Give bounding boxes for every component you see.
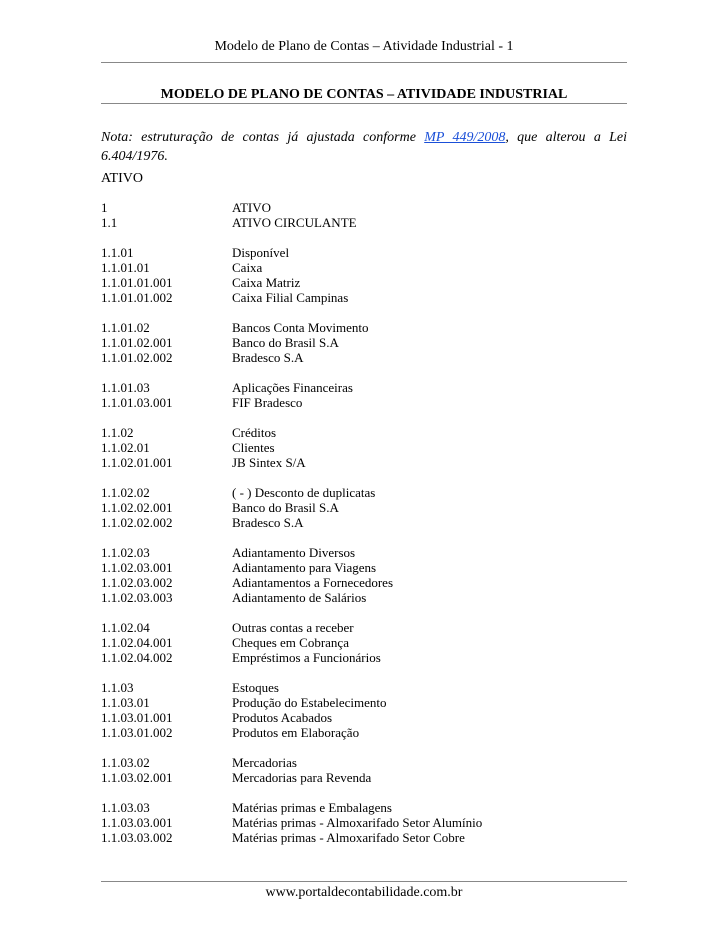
account-row xyxy=(101,590,627,605)
account-name: Produtos Acabados xyxy=(232,710,333,725)
account-name: Banco do Brasil S.A xyxy=(232,500,339,515)
account-code: 1.1 xyxy=(101,215,118,230)
account-code: 1.1.01.01.002 xyxy=(101,290,173,305)
account-group xyxy=(101,485,627,530)
account-code: 1.1.02.01.001 xyxy=(101,455,173,470)
account-name: Adiantamento de Salários xyxy=(232,590,367,605)
account-group xyxy=(101,425,627,470)
account-code: 1.1.02.03.003 xyxy=(101,590,173,605)
account-code: 1.1.03.01 xyxy=(101,695,150,710)
account-row xyxy=(101,620,627,635)
title-divider xyxy=(101,103,627,104)
account-row xyxy=(101,680,627,695)
account-row xyxy=(101,320,627,335)
account-group xyxy=(101,800,627,845)
account-row xyxy=(101,695,627,710)
account-row xyxy=(101,500,627,515)
account-group xyxy=(101,545,627,605)
account-row xyxy=(101,800,627,815)
account-name: Estoques xyxy=(232,680,279,695)
account-row xyxy=(101,635,627,650)
account-name: Mercadorias xyxy=(232,755,297,770)
account-code: 1.1.03.02.001 xyxy=(101,770,173,785)
account-code: 1.1.02.04.001 xyxy=(101,635,173,650)
account-group xyxy=(101,200,627,230)
account-row xyxy=(101,815,627,830)
account-group xyxy=(101,320,627,365)
account-code: 1.1.02.01 xyxy=(101,440,150,455)
account-code: 1.1.02.04 xyxy=(101,620,150,635)
account-row xyxy=(101,275,627,290)
account-group xyxy=(101,380,627,410)
account-name: Matérias primas - Almoxarifado Setor Cobre xyxy=(232,830,465,845)
account-code: 1.1.02 xyxy=(101,425,134,440)
account-row xyxy=(101,335,627,350)
account-name: Clientes xyxy=(232,440,275,455)
account-code: 1.1.02.02.002 xyxy=(101,515,173,530)
account-row xyxy=(101,260,627,275)
account-row xyxy=(101,290,627,305)
account-name: FIF Bradesco xyxy=(232,395,303,410)
account-name: Adiantamentos a Fornecedores xyxy=(232,575,394,590)
account-code: 1.1.01 xyxy=(101,245,134,260)
account-name: Banco do Brasil S.A xyxy=(232,335,339,350)
account-code: 1.1.03.01.001 xyxy=(101,710,173,725)
account-group xyxy=(101,245,627,305)
account-code: 1.1.02.04.002 xyxy=(101,650,173,665)
account-group xyxy=(101,755,627,785)
document-title: MODELO DE PLANO DE CONTAS – ATIVIDADE INDUSTRIAL xyxy=(160,87,568,102)
account-name: Outras contas a receber xyxy=(232,620,354,635)
account-code: 1.1.01.03.001 xyxy=(101,395,173,410)
account-name: Produtos em Elaboração xyxy=(232,725,360,740)
account-row xyxy=(101,575,627,590)
account-row xyxy=(101,830,627,845)
account-code: 1.1.02.02.001 xyxy=(101,500,173,515)
account-name: Produção do Estabelecimento xyxy=(232,695,387,710)
account-row xyxy=(101,710,627,725)
accounts-list xyxy=(101,200,627,860)
account-code: 1.1.03.01.002 xyxy=(101,725,173,740)
account-name: Matérias primas - Almoxarifado Setor Alumínio xyxy=(232,815,483,830)
account-code: 1.1.01.02.002 xyxy=(101,350,173,365)
account-code: 1 xyxy=(101,200,108,215)
account-name: Bradesco S.A xyxy=(232,515,304,530)
account-name: Disponível xyxy=(232,245,290,260)
account-row xyxy=(101,455,627,470)
account-code: 1.1.02.03 xyxy=(101,545,150,560)
account-row xyxy=(101,515,627,530)
account-row xyxy=(101,755,627,770)
account-code: 1.1.03.03.002 xyxy=(101,830,173,845)
footer-divider xyxy=(101,881,627,882)
account-row xyxy=(101,650,627,665)
account-group xyxy=(101,680,627,740)
account-name: Mercadorias para Revenda xyxy=(232,770,372,785)
account-name: Bancos Conta Movimento xyxy=(232,320,369,335)
account-name: ATIVO xyxy=(232,200,271,215)
note-suffix: , que alterou a Lei 6.404/1976. xyxy=(101,130,628,164)
account-name: Adiantamento Diversos xyxy=(232,545,356,560)
account-group xyxy=(101,620,627,665)
account-row xyxy=(101,485,627,500)
section-heading-ativo: ATIVO xyxy=(101,171,143,186)
account-name: Caixa Matriz xyxy=(232,275,301,290)
account-row xyxy=(101,440,627,455)
account-code: 1.1.03.03 xyxy=(101,800,150,815)
account-row xyxy=(101,770,627,785)
account-row xyxy=(101,425,627,440)
account-name: Matérias primas e Embalagens xyxy=(232,800,392,815)
account-row xyxy=(101,395,627,410)
account-row xyxy=(101,545,627,560)
note-paragraph xyxy=(101,128,627,166)
account-row xyxy=(101,200,627,215)
account-name: Caixa xyxy=(232,260,263,275)
account-code: 1.1.02.03.001 xyxy=(101,560,173,575)
account-name: Aplicações Financeiras xyxy=(232,380,353,395)
account-code: 1.1.01.01.001 xyxy=(101,275,173,290)
account-name: Empréstimos a Funcionários xyxy=(232,650,381,665)
account-code: 1.1.01.02 xyxy=(101,320,150,335)
account-code: 1.1.02.03.002 xyxy=(101,575,173,590)
account-row xyxy=(101,215,627,230)
account-name: Caixa Filial Campinas xyxy=(232,290,349,305)
account-code: 1.1.01.03 xyxy=(101,380,150,395)
account-row xyxy=(101,725,627,740)
account-code: 1.1.03.02 xyxy=(101,755,150,770)
mp-449-2008-link[interactable]: MP 449/2008 xyxy=(424,130,506,145)
account-row xyxy=(101,560,627,575)
account-code: 1.1.03 xyxy=(101,680,134,695)
account-code: 1.1.02.02 xyxy=(101,485,150,500)
account-code: 1.1.01.01 xyxy=(101,260,150,275)
account-code: 1.1.01.02.001 xyxy=(101,335,173,350)
account-name: JB Sintex S/A xyxy=(232,455,306,470)
account-code: 1.1.03.03.001 xyxy=(101,815,173,830)
note-prefix: Nota: estruturação de contas já ajustada conforme xyxy=(101,130,416,145)
page-header: Modelo de Plano de Contas – Atividade Industrial - 1 xyxy=(214,39,514,54)
account-name: Bradesco S.A xyxy=(232,350,304,365)
account-name: Cheques em Cobrança xyxy=(232,635,349,650)
footer-url[interactable]: www.portaldecontabilidade.com.br xyxy=(265,885,463,900)
header-divider xyxy=(101,62,627,63)
account-row xyxy=(101,380,627,395)
account-row xyxy=(101,245,627,260)
account-row xyxy=(101,350,627,365)
account-name: Adiantamento para Viagens xyxy=(232,560,377,575)
account-name: ( - ) Desconto de duplicatas xyxy=(232,485,376,500)
account-name: Créditos xyxy=(232,425,277,440)
account-name: ATIVO CIRCULANTE xyxy=(232,215,357,230)
